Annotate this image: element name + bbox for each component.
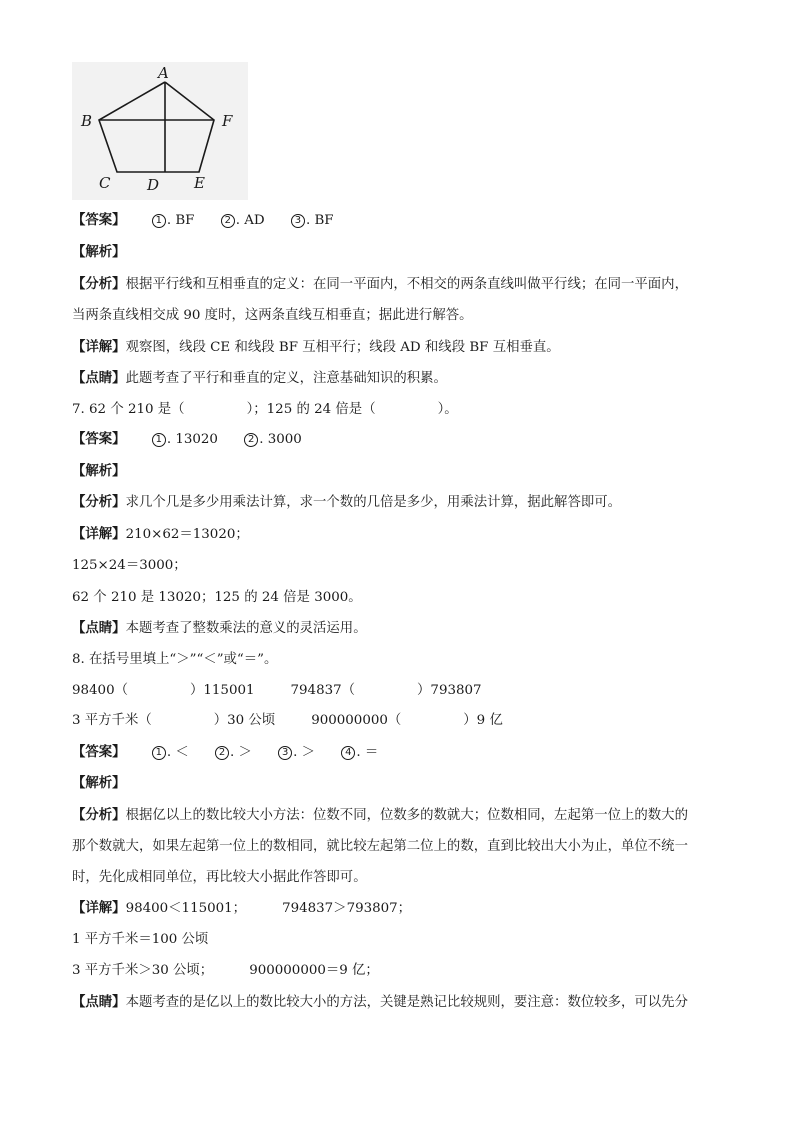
- q7-question: 7. 62 个 210 是（ ）；125 的 24 倍是（ ）。: [72, 402, 458, 417]
- q8-fenxi: 【分析】根据亿以上的数比较大小方法：位数不同，位数多的数就大；位数相同，左起第一位上的数大的: [72, 808, 688, 823]
- answer-label: 【答案】: [72, 213, 126, 228]
- label-f: F: [222, 112, 233, 130]
- answer-item: 1 . ＜: [152, 744, 189, 762]
- answer-item: 3 . ＞: [278, 744, 315, 762]
- pentagon-diagram: [72, 62, 248, 200]
- answer-item: 4 . ＝: [341, 744, 378, 762]
- label-c: C: [99, 174, 111, 192]
- q8-conversion: 1 平方千米＝100 公顷: [72, 932, 209, 947]
- answer-item: 2 . 3000: [244, 431, 302, 449]
- q6-xiangjie: 【详解】观察图，线段 CE 和线段 BF 互相平行；线段 AD 和线段 BF 互相垂直。: [72, 340, 560, 355]
- q8-xiangjie: 【详解】98400＜115001； 794837＞793807；: [72, 901, 412, 916]
- answer-item: 1 . BF: [152, 212, 195, 230]
- answer-item: 2 . ＞: [215, 744, 252, 762]
- label-e: E: [194, 174, 205, 192]
- q6-answer: [72, 212, 356, 230]
- label-d: D: [147, 176, 160, 194]
- q6-analysis-label: 【解析】: [72, 245, 126, 260]
- label-b: B: [81, 112, 93, 130]
- q7-answer: 【答案】 1 . 13020 2 . 3000: [72, 432, 302, 447]
- q8-row2: 3 平方千米（ ）30 公顷 900000000（ ）9 亿: [72, 713, 503, 728]
- q7-calc: 125×24＝3000；: [72, 558, 187, 573]
- pentagon-outline: [99, 82, 214, 172]
- q8-dianjing: 【点睛】本题考查的是亿以上的数比较大小的方法，关键是熟记比较规则，要注意：数位较多，可以先分: [72, 995, 688, 1010]
- q8-analysis-label: 【解析】: [72, 776, 126, 791]
- q6-fenxi-cont: 当两条直线相交成 90 度时，这两条直线互相垂直；据此进行解答。: [72, 308, 473, 323]
- q7-dianjing: 【点睛】本题考查了整数乘法的意义的灵活运用。: [72, 621, 367, 636]
- q8-result: 3 平方千米＞30 公顷； 900000000＝9 亿；: [72, 963, 379, 978]
- q6-dianjing: 【点睛】此题考查了平行和垂直的定义，注意基础知识的积累。: [72, 371, 447, 386]
- q7-fenxi: 【分析】求几个几是多少用乘法计算，求一个数的几倍是多少，用乘法计算，据此解答即可。: [72, 495, 622, 510]
- q8-question: 8. 在括号里填上“＞”“＜”或“＝”。: [72, 652, 278, 667]
- q7-conclusion: 62 个 210 是 13020；125 的 24 倍是 3000。: [72, 590, 362, 605]
- pentagon-figure: [72, 62, 248, 200]
- q7-analysis-label: 【解析】: [72, 464, 126, 479]
- q8-row1: 98400（ ）115001 794837（ ）793807: [72, 683, 482, 698]
- label-a: A: [158, 64, 169, 82]
- q8-answer: 【答案】 1 . ＜ 2 . ＞ 3 . ＞ 4 . ＝: [72, 745, 379, 760]
- answer-item: 3 . BF: [291, 212, 334, 230]
- q8-fenxi-cont: 那个数就大，如果左起第一位上的数相同，就比较左起第二位上的数，直到比较出大小为止，单位不统一: [72, 839, 688, 854]
- q6-fenxi: 【分析】根据平行线和互相垂直的定义：在同一平面内，不相交的两条直线叫做平行线；在同一平面内，: [72, 277, 688, 292]
- answer-item: 1 . 13020: [152, 431, 218, 449]
- q7-xiangjie: 【详解】210×62＝13020；: [72, 527, 249, 542]
- q8-fenxi-cont2: 时，先化成相同单位，再比较大小据此作答即可。: [72, 870, 367, 885]
- answer-item: 2 . AD: [221, 212, 265, 230]
